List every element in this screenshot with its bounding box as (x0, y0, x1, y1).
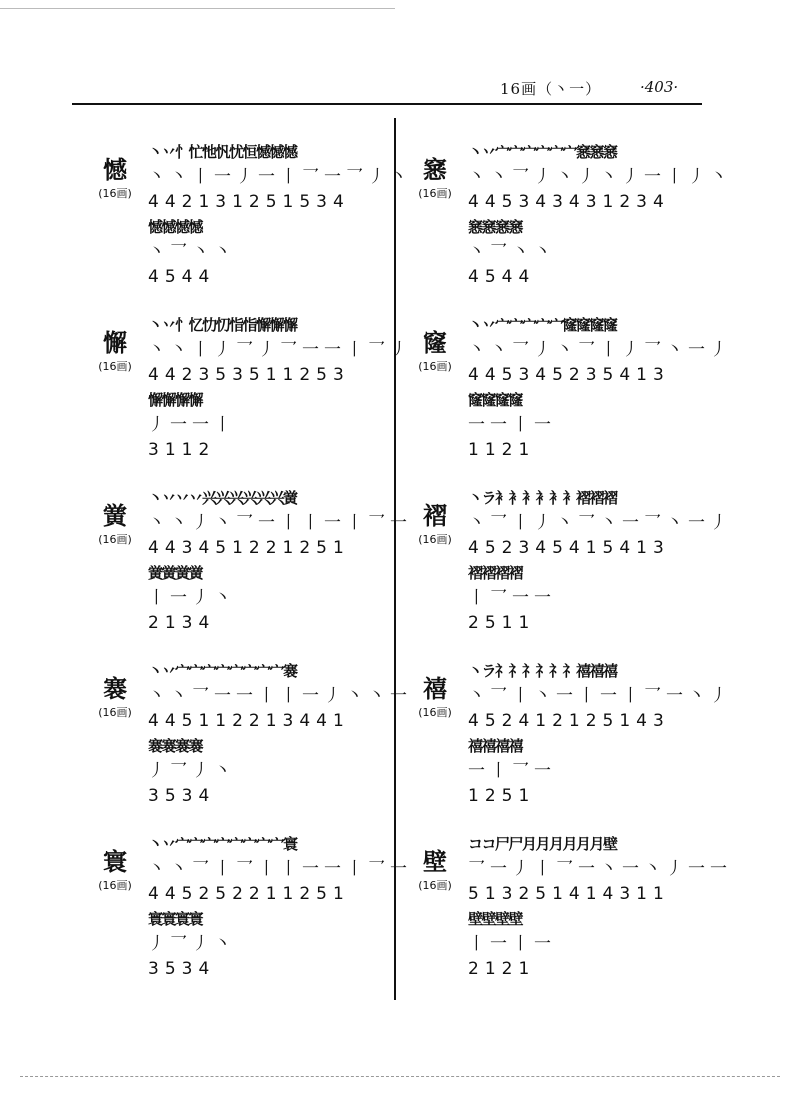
entry-right-3 (402, 486, 732, 661)
stroke-count-note: (16画) (98, 187, 132, 200)
stroke-numbers: 513251414311 (468, 884, 670, 904)
stroke-sequence: ココ尸尸月月月月月月壁 (468, 835, 617, 853)
stroke-shapes-cont: 丨一丨一 (468, 934, 556, 954)
entry-right-2 (402, 313, 732, 488)
stroke-sequence: 丶ラ衤衤衤衤衤衤褶褶褶 (468, 489, 617, 507)
entry-head (402, 155, 468, 201)
stroke-count-note: (16画) (418, 706, 452, 719)
stroke-sequence: 丶丷宀宀宀宀宀宀宀宀寰 (148, 835, 297, 853)
stroke-numbers-cont: 1251 (468, 786, 536, 806)
stroke-shapes: 丶丶丿丶乛一丨丨一丨乛一 (148, 513, 412, 533)
stroke-numbers-cont: 3534 (148, 786, 216, 806)
entry-head (402, 847, 468, 893)
stroke-sequence-cont: 黉黉黉黉 (148, 564, 203, 582)
entry-head (82, 674, 148, 720)
stroke-shapes-cont: 丨乛一一 (468, 588, 556, 608)
stroke-numbers-cont: 2511 (468, 613, 536, 633)
stroke-count-note: (16画) (418, 879, 452, 892)
entry-left-3 (82, 486, 412, 661)
stroke-shapes: 丶丶乛一一丨丨一丿丶丶一 (148, 686, 412, 706)
stroke-shapes-cont: 一丨乛一 (468, 761, 556, 781)
top-rule (0, 8, 395, 9)
stroke-shapes-cont: 丿乛丿丶 (148, 761, 236, 781)
stroke-count-note: (16画) (98, 533, 132, 546)
stroke-shapes: 丶丶丨丿乛丿乛一一丨乛丿 (148, 340, 412, 360)
stroke-numbers-cont: 2121 (468, 959, 536, 979)
stroke-sequence-cont: 憾憾憾憾 (148, 218, 203, 236)
stroke-numbers: 443451221251 (148, 538, 350, 558)
bottom-rule (20, 1076, 780, 1077)
entry-char: 窿 (423, 328, 447, 357)
entry-left-5 (82, 832, 412, 1007)
stroke-numbers: 452412125143 (468, 711, 670, 731)
stroke-sequence: 丶丷宀宀宀宀宀宀窸窸窸 (468, 143, 617, 161)
stroke-sequence: 丶丷忄忙忚忛忧恒憾憾憾 (148, 143, 297, 161)
entry-char: 壁 (423, 847, 447, 876)
stroke-numbers: 442131251534 (148, 192, 350, 212)
stroke-sequence: 丶丷丷丷兴兴兴兴兴兴黉 (148, 489, 297, 507)
stroke-sequence-cont: 褰褰褰褰 (148, 737, 203, 755)
stroke-numbers-cont: 3534 (148, 959, 216, 979)
stroke-sequence-cont: 寰寰寰寰 (148, 910, 203, 928)
entry-right-1 (402, 140, 732, 315)
entry-char: 褶 (423, 501, 447, 530)
stroke-shapes: 丶乛丨丶一丨一丨乛一丶丿 (468, 686, 732, 706)
entry-char: 憾 (103, 155, 127, 184)
stroke-numbers-cont: 1121 (468, 440, 536, 460)
stroke-count-note: (16画) (418, 360, 452, 373)
entry-char: 窸 (423, 155, 447, 184)
entry-head (82, 847, 148, 893)
stroke-shapes: 丶丶乛丿丶丿丶丿一丨丿丶 (468, 167, 732, 187)
stroke-numbers: 442353511253 (148, 365, 350, 385)
stroke-shapes-cont: 丶乛丶丶 (468, 242, 556, 262)
entry-head (82, 328, 148, 374)
stroke-shapes: 丶丶丨一丿一丨乛一乛丿丶 (148, 167, 412, 187)
stroke-sequence-cont: 褶褶褶褶 (468, 564, 523, 582)
stroke-count-note: (16画) (98, 360, 132, 373)
stroke-shapes: 丶丶乛丨乛丨丨一一丨乛一 (148, 859, 412, 879)
entry-char: 禧 (423, 674, 447, 703)
stroke-numbers: 445343431234 (468, 192, 670, 212)
entry-right-5 (402, 832, 732, 1007)
stroke-numbers: 445252211251 (148, 884, 350, 904)
stroke-sequence-cont: 壁壁壁壁 (468, 910, 523, 928)
header-section: 16画（丶一） (500, 80, 602, 98)
stroke-shapes-cont: 丿一一丨 (148, 415, 236, 435)
entry-left-1 (82, 140, 412, 315)
stroke-sequence-cont: 窸窸窸窸 (468, 218, 523, 236)
stroke-shapes-cont: 丨一丿丶 (148, 588, 236, 608)
stroke-sequence: 丶丷忄忆忇忉恉恉懈懈懈 (148, 316, 297, 334)
stroke-numbers: 445345235413 (468, 365, 670, 385)
stroke-count-note: (16画) (98, 879, 132, 892)
stroke-sequence: 丶丷宀宀宀宀宀宀宀宀褰 (148, 662, 297, 680)
stroke-count-note: (16画) (418, 533, 452, 546)
page-number: ·403· (640, 78, 679, 96)
entry-char: 黉 (103, 501, 127, 530)
stroke-shapes-cont: 一一丨一 (468, 415, 556, 435)
entry-head (82, 501, 148, 547)
stroke-sequence: 丶丷宀宀宀宀宀窿窿窿窿 (468, 316, 617, 334)
stroke-sequence-cont: 窿窿窿窿 (468, 391, 523, 409)
stroke-numbers-cont: 2134 (148, 613, 216, 633)
stroke-numbers-cont: 3112 (148, 440, 216, 460)
entry-left-2 (82, 313, 412, 488)
stroke-sequence: 丶ラ礻礻礻礻礻礻禧禧禧 (468, 662, 617, 680)
entry-head (402, 674, 468, 720)
header-rule (72, 103, 702, 105)
stroke-numbers: 452345415413 (468, 538, 670, 558)
stroke-numbers-cont: 4544 (468, 267, 536, 287)
stroke-sequence-cont: 懈懈懈懈 (148, 391, 203, 409)
stroke-shapes-cont: 丶乛丶丶 (148, 242, 236, 262)
entry-head (402, 328, 468, 374)
stroke-numbers: 445112213441 (148, 711, 350, 731)
stroke-sequence-cont: 禧禧禧禧 (468, 737, 523, 755)
stroke-shapes: 乛一丿丨乛一丶一丶丿一一 (468, 859, 732, 879)
stroke-count-note: (16画) (418, 187, 452, 200)
entry-head (402, 501, 468, 547)
entry-char: 懈 (103, 328, 127, 357)
stroke-count-note: (16画) (98, 706, 132, 719)
entry-right-4 (402, 659, 732, 834)
entry-head (82, 155, 148, 201)
entry-left-4 (82, 659, 412, 834)
entry-char: 寰 (103, 847, 127, 876)
stroke-shapes: 丶乛丨丿丶乛丶一乛丶一丿 (468, 513, 732, 533)
stroke-shapes: 丶丶乛丿丶乛丨丿乛丶一丿 (468, 340, 732, 360)
entry-char: 褰 (103, 674, 127, 703)
stroke-numbers-cont: 4544 (148, 267, 216, 287)
stroke-shapes-cont: 丿乛丿丶 (148, 934, 236, 954)
